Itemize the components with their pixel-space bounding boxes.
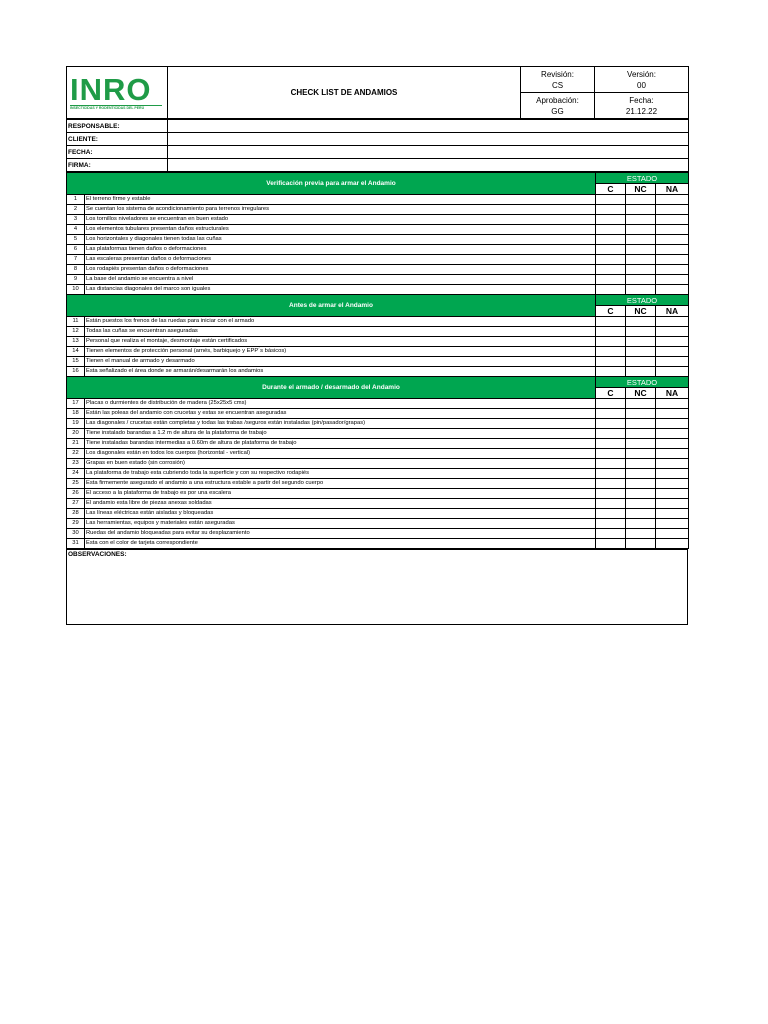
- status-cell-c[interactable]: [596, 469, 626, 479]
- status-cell-nc[interactable]: [626, 499, 656, 509]
- item-number: 3: [67, 215, 85, 225]
- item-number: 23: [67, 459, 85, 469]
- status-cell-c[interactable]: [596, 225, 626, 235]
- status-cell-na[interactable]: [656, 399, 689, 409]
- checklist-item-row: [67, 265, 689, 275]
- status-cell-c[interactable]: [596, 519, 626, 529]
- status-cell-c[interactable]: [596, 255, 626, 265]
- column-header-nc: NC: [626, 306, 656, 317]
- item-description: Placas o durmientes de distribución de madera (25x25x5 cms): [85, 399, 596, 409]
- checklist-item-row: [67, 449, 689, 459]
- checklist-item-row: [67, 327, 689, 337]
- item-number: 17: [67, 399, 85, 409]
- item-description: Las plataformas tienen daños o deformaciones: [85, 245, 596, 255]
- status-cell-nc[interactable]: [626, 317, 656, 327]
- info-value-field[interactable]: [168, 159, 689, 172]
- info-table: [66, 119, 689, 172]
- status-cell-nc[interactable]: [626, 539, 656, 549]
- column-header-na: NA: [656, 306, 689, 317]
- item-description: Los rodapiés presentan daños o deformaciones: [85, 265, 596, 275]
- status-cell-c[interactable]: [596, 529, 626, 539]
- item-description: Tienen el manual de armado y desarmado: [85, 357, 596, 367]
- status-cell-nc[interactable]: [626, 195, 656, 205]
- status-cell-nc[interactable]: [626, 419, 656, 429]
- checklist-item-row: [67, 409, 689, 419]
- status-cell-c[interactable]: [596, 357, 626, 367]
- item-description: Las escaleras presentan daños o deformaciones: [85, 255, 596, 265]
- section-header-row: [67, 173, 689, 184]
- status-cell-nc[interactable]: [626, 347, 656, 357]
- status-cell-na[interactable]: [656, 419, 689, 429]
- info-label: CLIENTE:: [67, 133, 168, 146]
- status-cell-na[interactable]: [656, 215, 689, 225]
- checklist-item-row: [67, 367, 689, 377]
- checklist-item-row: [67, 347, 689, 357]
- status-cell-na[interactable]: [656, 337, 689, 347]
- item-description: Personal que realiza el montaje, desmontaje están certificados: [85, 337, 596, 347]
- status-cell-nc[interactable]: [626, 459, 656, 469]
- status-cell-nc[interactable]: [626, 265, 656, 275]
- status-cell-nc[interactable]: [626, 399, 656, 409]
- status-cell-c[interactable]: [596, 275, 626, 285]
- checklist-item-row: [67, 519, 689, 529]
- item-description: El acceso a la plataforma de trabajo es por una escalera: [85, 489, 596, 499]
- item-description: Tiene instaladas barandas intermedias a 0.60m de altura de plataforma de trabajo: [85, 439, 596, 449]
- status-cell-nc[interactable]: [626, 337, 656, 347]
- status-cell-c[interactable]: [596, 195, 626, 205]
- item-number: 8: [67, 265, 85, 275]
- info-row: [67, 120, 689, 133]
- status-cell-na[interactable]: [656, 539, 689, 549]
- checklist-item-row: [67, 499, 689, 509]
- aprobacion-cell: [521, 93, 595, 119]
- item-number: 22: [67, 449, 85, 459]
- item-description: Esta con el color de tarjeta correspondiente: [85, 539, 596, 549]
- fecha-value: 21.12.22: [625, 106, 658, 116]
- item-description: El terreno firme y estable: [85, 195, 596, 205]
- status-cell-nc[interactable]: [626, 469, 656, 479]
- status-cell-c[interactable]: [596, 539, 626, 549]
- item-number: 29: [67, 519, 85, 529]
- item-number: 30: [67, 529, 85, 539]
- checklist-item-row: [67, 509, 689, 519]
- checklist-item-row: [67, 399, 689, 409]
- checklist-item-row: [67, 285, 689, 295]
- column-header-c: C: [596, 184, 626, 195]
- status-cell-na[interactable]: [656, 317, 689, 327]
- status-cell-c[interactable]: [596, 399, 626, 409]
- item-number: 15: [67, 357, 85, 367]
- item-number: 16: [67, 367, 85, 377]
- item-description: Están las poleas del andamio con crucetas y estas se encuentran aseguradas: [85, 409, 596, 419]
- item-number: 11: [67, 317, 85, 327]
- status-cell-c[interactable]: [596, 205, 626, 215]
- estado-label: ESTADO: [596, 295, 689, 306]
- status-cell-c[interactable]: [596, 265, 626, 275]
- item-description: Todas las cuñas se encuentran aseguradas: [85, 327, 596, 337]
- status-cell-c[interactable]: [596, 245, 626, 255]
- item-description: Están puestos los frenos de las ruedas para iniciar con el armado: [85, 317, 596, 327]
- revision-label: Revisión:: [541, 69, 574, 79]
- item-number: 6: [67, 245, 85, 255]
- status-cell-na[interactable]: [656, 327, 689, 337]
- column-header-na: NA: [656, 388, 689, 399]
- item-description: Ruedas del andamio bloqueadas para evitar su desplazamiento: [85, 529, 596, 539]
- status-cell-na[interactable]: [656, 469, 689, 479]
- status-cell-c[interactable]: [596, 459, 626, 469]
- status-cell-na[interactable]: [656, 489, 689, 499]
- version-cell: [595, 67, 689, 93]
- version-value: 00: [637, 80, 646, 90]
- company-logo: [67, 67, 168, 119]
- status-cell-nc[interactable]: [626, 429, 656, 439]
- info-label: FIRMA:: [67, 159, 168, 172]
- status-cell-na[interactable]: [656, 439, 689, 449]
- status-cell-c[interactable]: [596, 429, 626, 439]
- status-cell-nc[interactable]: [626, 255, 656, 265]
- status-cell-na[interactable]: [656, 235, 689, 245]
- item-number: 5: [67, 235, 85, 245]
- checklist-item-row: [67, 255, 689, 265]
- checklist-item-row: [67, 429, 689, 439]
- checklist-item-row: [67, 215, 689, 225]
- column-header-na: NA: [656, 184, 689, 195]
- status-cell-c[interactable]: [596, 347, 626, 357]
- status-cell-c[interactable]: [596, 285, 626, 295]
- checklist-item-row: [67, 275, 689, 285]
- checklist-item-row: [67, 539, 689, 549]
- status-cell-c[interactable]: [596, 337, 626, 347]
- item-description: Grapas en buen estado (sin corrosión): [85, 459, 596, 469]
- status-cell-na[interactable]: [656, 275, 689, 285]
- status-cell-nc[interactable]: [626, 367, 656, 377]
- item-description: Esta señalizado el área donde se armarán/desarmarán los andamios: [85, 367, 596, 377]
- item-number: 18: [67, 409, 85, 419]
- fecha-label: Fecha:: [629, 95, 654, 105]
- checklist-sheet: [66, 66, 688, 625]
- checklist-item-row: [67, 529, 689, 539]
- status-cell-na[interactable]: [656, 205, 689, 215]
- item-description: Tiene instalado barandas a 1.2 m de altura de la plataforma de trabajo: [85, 429, 596, 439]
- item-number: 4: [67, 225, 85, 235]
- status-cell-nc[interactable]: [626, 479, 656, 489]
- status-cell-nc[interactable]: [626, 215, 656, 225]
- item-description: La base del andamio se encuentra a nivel: [85, 275, 596, 285]
- item-number: 28: [67, 509, 85, 519]
- item-number: 31: [67, 539, 85, 549]
- checklist-table: [66, 172, 689, 549]
- status-cell-c[interactable]: [596, 317, 626, 327]
- status-cell-nc[interactable]: [626, 285, 656, 295]
- observations-field[interactable]: OBSERVACIONES:: [67, 550, 688, 625]
- checklist-item-row: [67, 439, 689, 449]
- checklist-item-row: [67, 317, 689, 327]
- info-row: [67, 159, 689, 172]
- checklist-item-row: [67, 459, 689, 469]
- item-number: 9: [67, 275, 85, 285]
- section-title: Durante el armado / desarmado del Andamio: [67, 377, 596, 399]
- section-title: Verificación previa para armar el Andamio: [67, 173, 596, 195]
- status-cell-na[interactable]: [656, 245, 689, 255]
- item-number: 24: [67, 469, 85, 479]
- status-cell-nc[interactable]: [626, 357, 656, 367]
- status-cell-c[interactable]: [596, 215, 626, 225]
- info-value-field[interactable]: [168, 146, 689, 159]
- item-number: 21: [67, 439, 85, 449]
- item-description: La plataforma de trabajo esta cubriendo toda la superficie y con su respectivo rodapiés: [85, 469, 596, 479]
- info-label: FECHA:: [67, 146, 168, 159]
- document-title: CHECK LIST DE ANDAMIOS: [168, 67, 521, 119]
- item-description: Tienen elementos de protección personal (arnés, barbiquejo y EPP´s básicos): [85, 347, 596, 357]
- status-cell-na[interactable]: [656, 255, 689, 265]
- status-cell-na[interactable]: [656, 519, 689, 529]
- checklist-item-row: [67, 489, 689, 499]
- checklist-item-row: [67, 357, 689, 367]
- item-number: 13: [67, 337, 85, 347]
- section-header-row: [67, 377, 689, 388]
- column-header-c: C: [596, 306, 626, 317]
- status-cell-nc[interactable]: [626, 225, 656, 235]
- status-cell-c[interactable]: [596, 419, 626, 429]
- checklist-item-row: [67, 419, 689, 429]
- status-cell-na[interactable]: [656, 499, 689, 509]
- status-cell-c[interactable]: [596, 235, 626, 245]
- item-number: 12: [67, 327, 85, 337]
- item-number: 10: [67, 285, 85, 295]
- item-description: Las líneas eléctricas están aisladas y bloqueadas: [85, 509, 596, 519]
- item-number: 19: [67, 419, 85, 429]
- status-cell-na[interactable]: [656, 347, 689, 357]
- item-description: Los diagonales están en todos los cuerpos (horizontal - vertical): [85, 449, 596, 459]
- status-cell-na[interactable]: [656, 459, 689, 469]
- column-header-nc: NC: [626, 184, 656, 195]
- status-cell-nc[interactable]: [626, 235, 656, 245]
- status-cell-na[interactable]: [656, 195, 689, 205]
- logo-tagline: INSECTICIDAS Y RODENTICIDAS DEL PERÚ: [70, 105, 162, 111]
- checklist-item-row: [67, 235, 689, 245]
- status-cell-nc[interactable]: [626, 449, 656, 459]
- status-cell-na[interactable]: [656, 285, 689, 295]
- status-cell-na[interactable]: [656, 449, 689, 459]
- info-row: [67, 133, 689, 146]
- status-cell-na[interactable]: [656, 265, 689, 275]
- item-description: Los tornillos niveladores se encuentran en buen estado: [85, 215, 596, 225]
- item-description: Se cuentan los sistema de acondicionamiento para terrenos irregulares: [85, 205, 596, 215]
- item-number: 7: [67, 255, 85, 265]
- status-cell-na[interactable]: [656, 529, 689, 539]
- status-cell-na[interactable]: [656, 409, 689, 419]
- status-cell-nc[interactable]: [626, 509, 656, 519]
- status-cell-c[interactable]: [596, 409, 626, 419]
- item-description: Esta firmemente asegurado el andamio a una estructura estable a partir del segundo cuerpo: [85, 479, 596, 489]
- checklist-item-row: [67, 337, 689, 347]
- item-description: El andamio esta libre de piezas anexas soldadas: [85, 499, 596, 509]
- checklist-item-row: [67, 225, 689, 235]
- status-cell-c[interactable]: [596, 509, 626, 519]
- status-cell-na[interactable]: [656, 367, 689, 377]
- status-cell-na[interactable]: [656, 357, 689, 367]
- info-value-field[interactable]: [168, 120, 689, 133]
- item-description: Las herramientas, equipos y materiales están aseguradas: [85, 519, 596, 529]
- estado-label: ESTADO: [596, 377, 689, 388]
- item-description: Los horizontales y diagonales tienen todas las cuñas: [85, 235, 596, 245]
- info-value-field[interactable]: [168, 133, 689, 146]
- fecha-cell: [595, 93, 689, 119]
- status-cell-nc[interactable]: [626, 245, 656, 255]
- header-table: [66, 66, 689, 119]
- section-title: Antes de armar el Andamio: [67, 295, 596, 317]
- status-cell-nc[interactable]: [626, 275, 656, 285]
- status-cell-na[interactable]: [656, 509, 689, 519]
- revision-value: CS: [551, 80, 564, 90]
- info-label: RESPONSABLE:: [67, 120, 168, 133]
- item-number: 14: [67, 347, 85, 357]
- item-number: 2: [67, 205, 85, 215]
- version-label: Versión:: [627, 69, 656, 79]
- revision-cell: [521, 67, 595, 93]
- column-header-nc: NC: [626, 388, 656, 399]
- checklist-item-row: [67, 205, 689, 215]
- section-header-row: [67, 295, 689, 306]
- checklist-item-row: [67, 195, 689, 205]
- column-header-c: C: [596, 388, 626, 399]
- item-number: 26: [67, 489, 85, 499]
- logo-brand: INRO: [70, 71, 152, 107]
- item-description: Las distancias diagonales del marco son iguales: [85, 285, 596, 295]
- aprobacion-value: GG: [551, 106, 564, 116]
- status-cell-nc[interactable]: [626, 489, 656, 499]
- status-cell-na[interactable]: [656, 225, 689, 235]
- status-cell-c[interactable]: [596, 489, 626, 499]
- status-cell-na[interactable]: [656, 429, 689, 439]
- item-description: Las diagonales / crucetas están completas y todas las trabas /seguros están instaladas (pin/pasador/grapas): [85, 419, 596, 429]
- status-cell-c[interactable]: [596, 327, 626, 337]
- item-number: 25: [67, 479, 85, 489]
- observations-table: [66, 549, 688, 625]
- item-number: 27: [67, 499, 85, 509]
- status-cell-c[interactable]: [596, 439, 626, 449]
- item-description: Los elementos tubulares presentan daños estructurales: [85, 225, 596, 235]
- status-cell-nc[interactable]: [626, 327, 656, 337]
- checklist-item-row: [67, 245, 689, 255]
- status-cell-nc[interactable]: [626, 409, 656, 419]
- status-cell-c[interactable]: [596, 367, 626, 377]
- status-cell-c[interactable]: [596, 479, 626, 489]
- aprobacion-label: Aprobación:: [536, 95, 579, 105]
- checklist-item-row: [67, 469, 689, 479]
- status-cell-nc[interactable]: [626, 439, 656, 449]
- status-cell-nc[interactable]: [626, 205, 656, 215]
- info-row: [67, 146, 689, 159]
- status-cell-nc[interactable]: [626, 529, 656, 539]
- item-number: 1: [67, 195, 85, 205]
- checklist-item-row: [67, 479, 689, 489]
- status-cell-na[interactable]: [656, 479, 689, 489]
- estado-label: ESTADO: [596, 173, 689, 184]
- item-number: 20: [67, 429, 85, 439]
- status-cell-c[interactable]: [596, 449, 626, 459]
- status-cell-c[interactable]: [596, 499, 626, 509]
- status-cell-nc[interactable]: [626, 519, 656, 529]
